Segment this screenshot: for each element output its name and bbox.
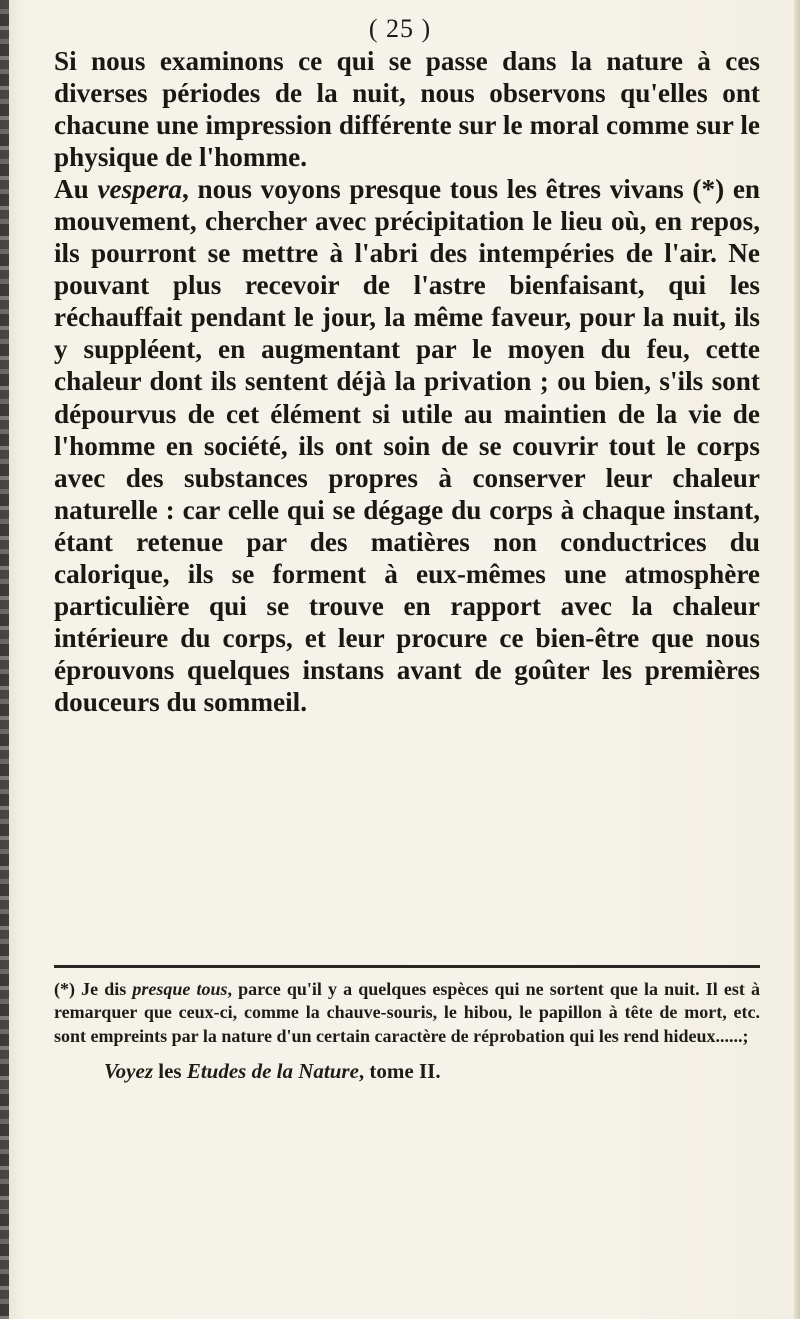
see-title: Etudes de la Nature xyxy=(186,1059,359,1084)
page-edge xyxy=(794,0,800,1319)
footnote-phrase-italic: presque tous xyxy=(132,979,228,999)
footnote-phrase-1: Je dis xyxy=(81,979,127,999)
footnote-text xyxy=(54,978,760,1048)
paragraph-2-rest: , nous voyons presque tous les êtres vivans (*) en mouvement, chercher avec précipitation le lieu où, en repos, ils pourront se mettre à l'abri des intempéries de l'air. Ne pouvant plus recevoir de l'astre bienfaisant, qui les réchauffait pendant le jour, la même faveur, pour la nuit, ils y suppléent, en augmentant par le moyen du feu, cette chaleur dont ils sentent déjà la privation ; ou bien, s'ils sont dépourvus de cet élément si utile au maintien de la vie de l'homme en société, ils ont soin de se couvrir tout le corps avec des substances propres à conserver leur chaleur naturelle : car celle qui se dégage du corps à chaque instant, étant retenue par des matières non conductrices du calorique, ils se forment à eux-mêmes une atmosphère particulière qui se trouve en rapport avec la chaleur intérieure du corps, et leur procure ce bien-être que nous éprouvons quelques instans avant de goûter les premières douceurs du sommeil. xyxy=(54,174,761,717)
footnote-rule xyxy=(54,965,760,968)
paragraph-2-start: Au xyxy=(54,174,89,205)
page-number: ( 25 ) xyxy=(368,14,432,43)
see-suffix: , tome II. xyxy=(358,1059,441,1084)
footnote xyxy=(54,978,760,1084)
binding-edge xyxy=(0,0,9,1319)
main-text xyxy=(54,45,760,718)
footnote-reference xyxy=(54,1060,760,1083)
footnote-phrase-2: , parce qu'il y a quelques espèces qui ne sortent que la nuit. Il est à remarquer que ceux-ci, comme la chauve-souris, le hibou, le papillon à tête de mort, etc. sont empreints par la nature d'un certain caractère de réprobation qui les rend hideux......; xyxy=(54,979,761,1046)
term-vespera: vespera xyxy=(97,174,183,205)
paragraph-1: Si nous examinons ce qui se passe dans la nature à ces diverses périodes de la nuit, nous observons qu'elles ont chacune une impression différente sur le moral comme sur le physique de l'homme. xyxy=(54,46,760,173)
footnote-marker: (*) xyxy=(54,979,75,999)
see-prefix: Voyez xyxy=(104,1059,153,1084)
paragraph-2 xyxy=(54,173,760,718)
see-mid: les xyxy=(158,1059,182,1084)
